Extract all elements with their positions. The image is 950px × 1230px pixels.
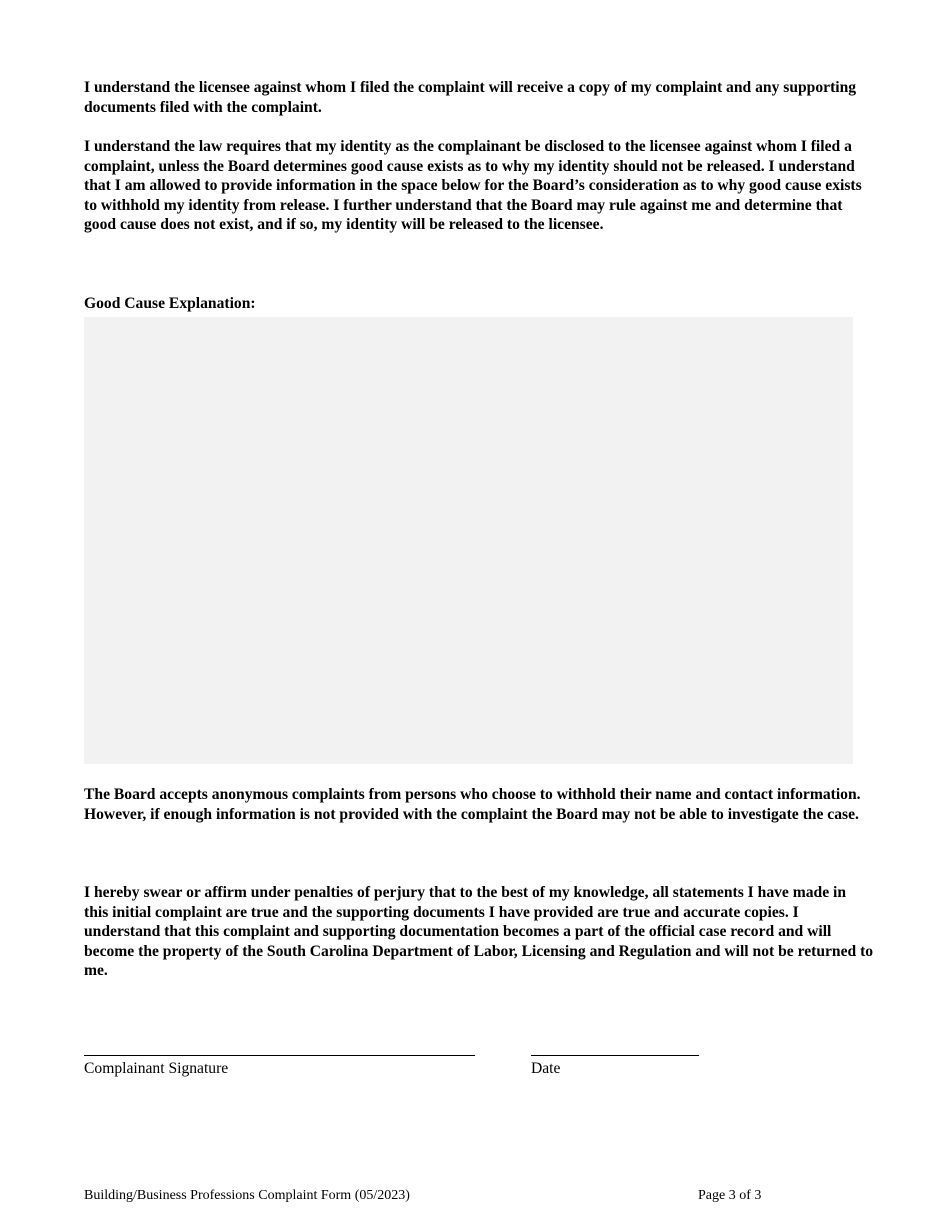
- copy-notice-paragraph: I understand the licensee against whom I filed the complaint will receive a copy of my complaint and any supporting documents filed with the complaint.: [84, 79, 857, 116]
- affirmation-paragraph: I hereby swear or affirm under penalties of perjury that to the best of my knowledge, all statements I have made in this initial complaint are true and the supporting documents I have provided are true and accurate copies. I understand that this complaint and supporting documentation becomes a part of the official case record and will become the property of the South Carolina Department of Labor, Licensing and Regulation and will not be returned to me.: [84, 884, 874, 980]
- anonymous-notice-paragraph: The Board accepts anonymous complaints from persons who choose to withhold their name and contact information. However, if enough information is not provided with the complaint the Board may not be able to investigate the case.: [84, 786, 861, 823]
- signature-line[interactable]: [84, 1055, 475, 1056]
- date-label: Date: [531, 1060, 561, 1077]
- identity-notice-paragraph: I understand the law requires that my identity as the complainant be disclosed to the licensee against whom I filed a complaint, unless the Board determines good cause exists as to why my identity should not be released. I understand that I am allowed to provide information in the space below for the Board’s consideration as to why good cause exists to withhold my identity from release. I further understand that the Board may rule against me and determine that good cause does not exist, and if so, my identity will be released to the licensee.: [84, 138, 862, 234]
- good-cause-explanation-field[interactable]: [84, 317, 853, 764]
- complainant-signature-label: Complainant Signature: [84, 1060, 229, 1077]
- date-line[interactable]: [531, 1055, 699, 1056]
- footer-form-name: Building/Business Professions Complaint Form (05/2023): [84, 1188, 410, 1203]
- footer-page-number: Page 3 of 3: [698, 1188, 762, 1203]
- good-cause-label: Good Cause Explanation:: [84, 295, 256, 312]
